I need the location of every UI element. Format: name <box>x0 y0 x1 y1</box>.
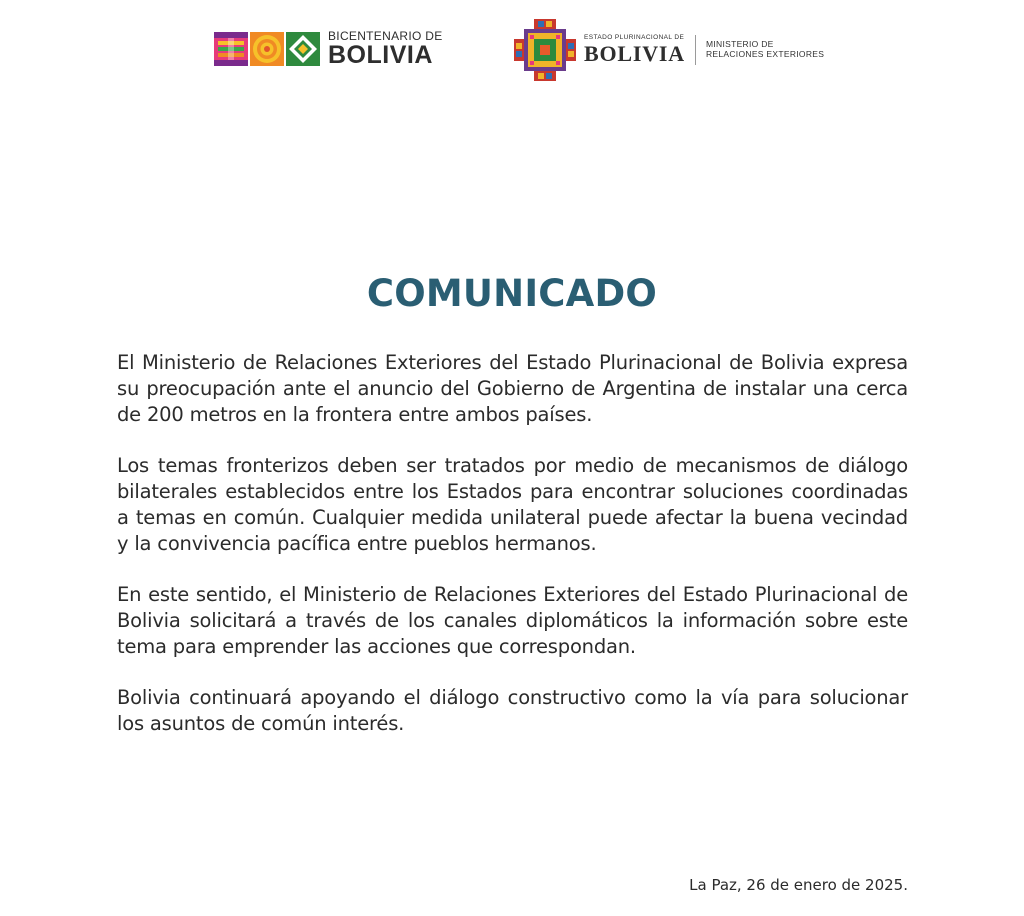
paragraph-4: Bolivia continuará apoyando el diálogo constructivo como la vía para solucionar los asuntos de común interés. <box>117 686 908 735</box>
sun-spiral-tile <box>250 32 284 66</box>
paragraph-3: En este sentido, el Ministerio de Relaciones Exteriores del Estado Plurinacional de Bolivia solicitará a través de los canales diplomáticos la información sobre este tema para emprender las acciones que correspondan. <box>117 583 908 658</box>
document-body <box>117 350 908 762</box>
estado-wordmark <box>584 35 685 65</box>
bicentenario-logo <box>214 30 443 68</box>
chakana-emblem-icon <box>512 17 578 83</box>
ministerio-line2: RELACIONES EXTERIORES <box>705 49 825 59</box>
estado-line2: BOLIVIA <box>584 40 685 66</box>
bicentenario-line1: BICENTENARIO DE <box>328 29 443 43</box>
bicentenario-wordmark <box>328 30 443 68</box>
paragraph-1: El Ministerio de Relaciones Exteriores del Estado Plurinacional de Bolivia expresa su preocupación ante el anuncio del Gobierno de Argentina de instalar una cerca de 200 metros en la frontera entre ambos países. <box>117 351 908 426</box>
estado-line1: ESTADO PLURINACIONAL DE <box>584 34 685 42</box>
green-diamond-tile <box>286 32 320 66</box>
pink-pattern-tile <box>214 32 248 66</box>
estado-plurinacional-logo <box>512 18 836 82</box>
place-date: La Paz, 26 de enero de 2025. <box>689 876 908 894</box>
bicentenario-emblem-tiles <box>214 32 320 66</box>
bicentenario-line2: BOLIVIA <box>328 41 433 69</box>
header-divider <box>695 35 696 65</box>
ministerio-wordmark <box>706 40 836 60</box>
paragraph-2: Los temas fronterizos deben ser tratados por medio de mecanismos de diálogo bilaterales establecidos entre los Estados para encontrar soluciones coordinadas a temas en común. Cualquier medida unilateral puede afectar la buena vecindad y la convivencia pacífica entre pueblos hermanos. <box>117 454 908 555</box>
document-title: COMUNICADO <box>366 272 658 315</box>
ministerio-line1: MINISTERIO DE <box>705 39 774 50</box>
